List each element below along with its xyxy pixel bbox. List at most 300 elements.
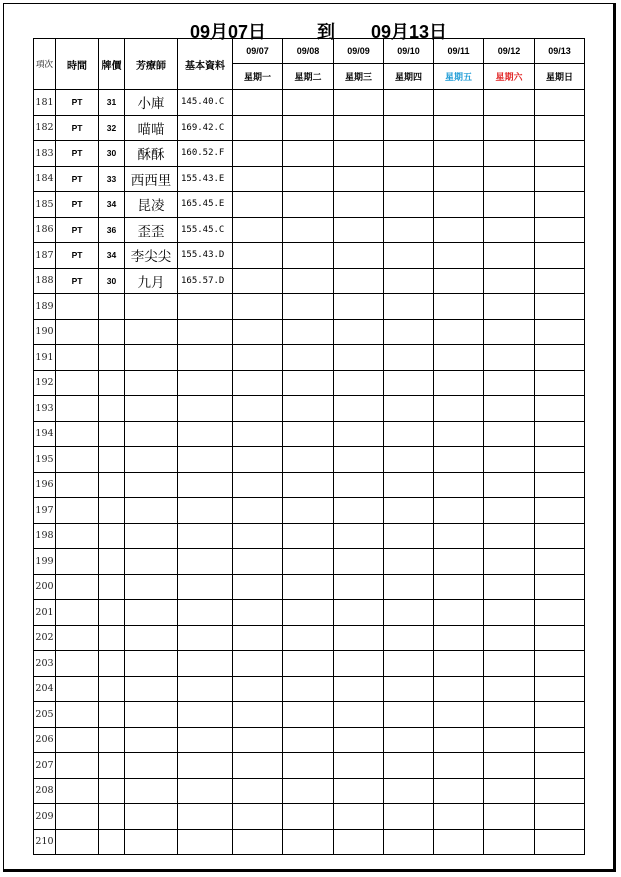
weekday-7: 星期日 [535,64,585,90]
schedule-slot[interactable] [484,753,535,779]
schedule-slot[interactable] [384,192,434,218]
schedule-slot[interactable] [484,574,535,600]
schedule-slot[interactable] [283,574,334,600]
row-number: 188 [34,268,56,294]
schedule-slot[interactable] [233,804,283,830]
schedule-slot[interactable] [283,753,334,779]
weekday-4: 星期四 [384,64,434,90]
schedule-slot[interactable] [334,523,384,549]
basic-info-cell [178,600,233,626]
schedule-table [33,38,585,855]
therapist-name-cell: 歪歪 [125,217,178,243]
schedule-slot[interactable] [384,727,434,753]
schedule-slot[interactable] [384,294,434,320]
schedule-slot[interactable] [384,396,434,422]
price-cell [99,447,125,473]
schedule-slot[interactable] [384,472,434,498]
schedule-slot[interactable] [535,651,585,677]
schedule-slot[interactable] [434,804,484,830]
schedule-slot[interactable] [283,294,334,320]
schedule-slot[interactable] [334,319,384,345]
schedule-slot[interactable] [434,447,484,473]
price-cell [99,651,125,677]
schedule-slot[interactable] [434,523,484,549]
schedule-slot[interactable] [384,676,434,702]
schedule-slot[interactable] [484,192,535,218]
schedule-slot[interactable] [484,600,535,626]
schedule-slot[interactable] [434,192,484,218]
price-cell [99,345,125,371]
price-cell [99,421,125,447]
schedule-slot[interactable] [484,829,535,855]
table-row [34,625,585,651]
schedule-slot[interactable] [233,141,283,167]
table-row [34,243,585,269]
schedule-slot[interactable] [384,523,434,549]
row-number: 207 [34,753,56,779]
row-number: 186 [34,217,56,243]
schedule-slot[interactable] [334,141,384,167]
basic-info-cell [178,651,233,677]
schedule-slot[interactable] [434,345,484,371]
schedule-slot[interactable] [434,727,484,753]
schedule-slot[interactable] [283,141,334,167]
schedule-slot[interactable] [384,753,434,779]
schedule-slot[interactable] [283,370,334,396]
schedule-slot[interactable] [535,447,585,473]
schedule-slot[interactable] [535,549,585,575]
schedule-slot[interactable] [434,217,484,243]
schedule-slot[interactable] [535,396,585,422]
schedule-slot[interactable] [283,115,334,141]
schedule-slot[interactable] [535,804,585,830]
schedule-slot[interactable] [384,166,434,192]
schedule-slot[interactable] [384,829,434,855]
schedule-slot[interactable] [283,676,334,702]
schedule-slot[interactable] [484,702,535,728]
schedule-slot[interactable] [334,447,384,473]
schedule-slot[interactable] [535,753,585,779]
therapist-name-cell [125,294,178,320]
price-cell: 32 [99,115,125,141]
schedule-slot[interactable] [434,753,484,779]
row-number: 204 [34,676,56,702]
start-date: 09月07日 [190,22,267,42]
schedule-slot[interactable] [384,625,434,651]
schedule-slot[interactable] [434,702,484,728]
schedule-slot[interactable] [535,243,585,269]
table-row [34,447,585,473]
schedule-slot[interactable] [434,115,484,141]
schedule-slot[interactable] [334,90,384,116]
schedule-slot[interactable] [384,243,434,269]
time-cell [56,370,99,396]
schedule-slot[interactable] [384,345,434,371]
schedule-slot[interactable] [484,625,535,651]
schedule-slot[interactable] [233,472,283,498]
schedule-slot[interactable] [233,294,283,320]
schedule-slot[interactable] [334,804,384,830]
price-cell [99,625,125,651]
table-row [34,421,585,447]
schedule-slot[interactable] [535,472,585,498]
table-row [34,192,585,218]
therapist-name-cell [125,549,178,575]
schedule-slot[interactable] [484,370,535,396]
schedule-slot[interactable] [233,268,283,294]
day-date-4: 09/10 [384,39,434,64]
schedule-slot[interactable] [484,727,535,753]
schedule-slot[interactable] [384,778,434,804]
schedule-slot[interactable] [384,447,434,473]
schedule-slot[interactable] [484,294,535,320]
schedule-slot[interactable] [434,421,484,447]
price-cell: 34 [99,243,125,269]
schedule-slot[interactable] [334,472,384,498]
schedule-slot[interactable] [233,115,283,141]
schedule-slot[interactable] [484,778,535,804]
schedule-slot[interactable] [233,319,283,345]
end-date: 09月13日 [371,22,448,42]
schedule-slot[interactable] [434,294,484,320]
schedule-body [34,90,585,855]
schedule-slot[interactable] [434,141,484,167]
price-cell: 30 [99,268,125,294]
schedule-slot[interactable] [384,115,434,141]
schedule-slot[interactable] [535,829,585,855]
schedule-slot[interactable] [384,600,434,626]
schedule-slot[interactable] [334,370,384,396]
schedule-slot[interactable] [535,498,585,524]
time-cell: PT [56,90,99,116]
row-number: 205 [34,702,56,728]
schedule-slot[interactable] [535,166,585,192]
schedule-slot[interactable] [233,600,283,626]
schedule-slot[interactable] [535,523,585,549]
schedule-slot[interactable] [334,625,384,651]
row-number: 194 [34,421,56,447]
basic-info-cell [178,829,233,855]
table-row [34,778,585,804]
schedule-slot[interactable] [233,447,283,473]
schedule-slot[interactable] [233,192,283,218]
schedule-slot[interactable] [334,676,384,702]
price-cell: 34 [99,192,125,218]
therapist-name-cell [125,702,178,728]
schedule-slot[interactable] [484,319,535,345]
schedule-slot[interactable] [233,574,283,600]
basic-info-cell [178,345,233,371]
schedule-slot[interactable] [233,421,283,447]
time-cell: PT [56,217,99,243]
row-number: 197 [34,498,56,524]
schedule-slot[interactable] [334,396,384,422]
schedule-slot[interactable] [484,115,535,141]
schedule-slot[interactable] [484,676,535,702]
schedule-slot[interactable] [334,345,384,371]
schedule-slot[interactable] [283,166,334,192]
schedule-slot[interactable] [535,702,585,728]
schedule-slot[interactable] [434,268,484,294]
schedule-slot[interactable] [434,396,484,422]
schedule-slot[interactable] [283,651,334,677]
schedule-slot[interactable] [384,90,434,116]
schedule-slot[interactable] [535,370,585,396]
schedule-slot[interactable] [283,549,334,575]
time-cell [56,676,99,702]
schedule-slot[interactable] [484,268,535,294]
schedule-slot[interactable] [535,268,585,294]
schedule-slot[interactable] [434,829,484,855]
schedule-slot[interactable] [334,651,384,677]
schedule-slot[interactable] [334,217,384,243]
schedule-slot[interactable] [233,498,283,524]
row-number: 192 [34,370,56,396]
price-cell [99,549,125,575]
schedule-slot[interactable] [484,447,535,473]
time-cell [56,600,99,626]
schedule-slot[interactable] [535,115,585,141]
schedule-slot[interactable] [434,370,484,396]
schedule-slot[interactable] [434,498,484,524]
schedule-slot[interactable] [283,727,334,753]
schedule-slot[interactable] [233,370,283,396]
schedule-slot[interactable] [283,702,334,728]
therapist-name-cell: 小庫 [125,90,178,116]
basic-info-cell [178,778,233,804]
schedule-slot[interactable] [283,319,334,345]
table-row [34,115,585,141]
schedule-slot[interactable] [535,319,585,345]
schedule-slot[interactable] [283,523,334,549]
schedule-slot[interactable] [535,192,585,218]
price-cell [99,396,125,422]
price-cell [99,319,125,345]
schedule-slot[interactable] [233,778,283,804]
schedule-slot[interactable] [484,523,535,549]
time-cell [56,498,99,524]
schedule-slot[interactable] [233,549,283,575]
price-cell [99,523,125,549]
schedule-slot[interactable] [283,192,334,218]
schedule-slot[interactable] [384,319,434,345]
schedule-slot[interactable] [434,90,484,116]
schedule-slot[interactable] [434,574,484,600]
schedule-slot[interactable] [384,549,434,575]
schedule-slot[interactable] [334,498,384,524]
table-row [34,702,585,728]
row-number: 190 [34,319,56,345]
schedule-slot[interactable] [233,727,283,753]
therapist-name-cell [125,574,178,600]
schedule-slot[interactable] [334,166,384,192]
schedule-slot[interactable] [283,804,334,830]
schedule-slot[interactable] [334,702,384,728]
schedule-slot[interactable] [233,243,283,269]
schedule-slot[interactable] [334,778,384,804]
row-number: 195 [34,447,56,473]
to-label: 到 [317,22,335,42]
schedule-slot[interactable] [283,90,334,116]
table-row [34,727,585,753]
price-cell: 30 [99,141,125,167]
schedule-slot[interactable] [384,651,434,677]
schedule-slot[interactable] [484,498,535,524]
schedule-slot[interactable] [334,243,384,269]
schedule-slot[interactable] [535,676,585,702]
schedule-slot[interactable] [535,217,585,243]
schedule-slot[interactable] [233,651,283,677]
basic-info-cell [178,370,233,396]
schedule-slot[interactable] [334,829,384,855]
schedule-slot[interactable] [434,243,484,269]
row-number: 201 [34,600,56,626]
schedule-slot[interactable] [484,243,535,269]
schedule-slot[interactable] [334,600,384,626]
schedule-slot[interactable] [283,217,334,243]
schedule-slot[interactable] [434,625,484,651]
schedule-slot[interactable] [434,651,484,677]
schedule-slot[interactable] [233,829,283,855]
schedule-slot[interactable] [334,574,384,600]
schedule-slot[interactable] [233,523,283,549]
row-number: 202 [34,625,56,651]
schedule-slot[interactable] [233,396,283,422]
basic-info-cell: 160.52.F [178,141,233,167]
table-row [34,319,585,345]
schedule-slot[interactable] [283,498,334,524]
basic-info-cell [178,727,233,753]
time-cell [56,472,99,498]
day-date-5: 09/11 [434,39,484,64]
table-row [34,753,585,779]
schedule-slot[interactable] [334,115,384,141]
schedule-slot[interactable] [283,345,334,371]
schedule-slot[interactable] [535,90,585,116]
row-number: 200 [34,574,56,600]
schedule-slot[interactable] [384,702,434,728]
basic-info-cell [178,676,233,702]
row-number: 193 [34,396,56,422]
schedule-slot[interactable] [233,166,283,192]
schedule-slot[interactable] [283,243,334,269]
therapist-name-cell [125,370,178,396]
schedule-slot[interactable] [233,345,283,371]
schedule-slot[interactable] [283,829,334,855]
time-cell: PT [56,268,99,294]
schedule-slot[interactable] [484,804,535,830]
schedule-slot[interactable] [233,217,283,243]
schedule-slot[interactable] [334,268,384,294]
schedule-slot[interactable] [484,549,535,575]
schedule-slot[interactable] [535,421,585,447]
therapist-name-cell [125,447,178,473]
schedule-slot[interactable] [283,421,334,447]
time-cell [56,753,99,779]
schedule-slot[interactable] [484,141,535,167]
schedule-slot[interactable] [384,370,434,396]
row-number: 203 [34,651,56,677]
schedule-slot[interactable] [434,319,484,345]
schedule-slot[interactable] [233,90,283,116]
time-cell [56,651,99,677]
schedule-slot[interactable] [283,778,334,804]
schedule-slot[interactable] [384,141,434,167]
schedule-slot[interactable] [484,421,535,447]
schedule-slot[interactable] [233,676,283,702]
basic-info-cell [178,574,233,600]
schedule-slot[interactable] [434,472,484,498]
table-row [34,268,585,294]
schedule-slot[interactable] [434,600,484,626]
basic-info-cell [178,396,233,422]
schedule-slot[interactable] [334,727,384,753]
schedule-slot[interactable] [535,778,585,804]
row-number: 191 [34,345,56,371]
schedule-slot[interactable] [334,421,384,447]
schedule-slot[interactable] [334,192,384,218]
schedule-slot[interactable] [384,574,434,600]
schedule-slot[interactable] [484,217,535,243]
schedule-slot[interactable] [233,753,283,779]
schedule-slot[interactable] [384,268,434,294]
table-row [34,651,585,677]
schedule-slot[interactable] [384,498,434,524]
schedule-slot[interactable] [535,727,585,753]
schedule-slot[interactable] [535,600,585,626]
schedule-slot[interactable] [233,625,283,651]
schedule-slot[interactable] [283,472,334,498]
schedule-slot[interactable] [535,625,585,651]
schedule-slot[interactable] [535,141,585,167]
basic-info-cell [178,753,233,779]
schedule-slot[interactable] [434,166,484,192]
schedule-slot[interactable] [283,625,334,651]
schedule-slot[interactable] [535,574,585,600]
schedule-slot[interactable] [283,396,334,422]
basic-info-cell: 155.43.E [178,166,233,192]
table-row [34,600,585,626]
basic-info-cell: 165.57.D [178,268,233,294]
schedule-slot[interactable] [434,676,484,702]
schedule-slot[interactable] [535,345,585,371]
schedule-slot[interactable] [484,651,535,677]
schedule-slot[interactable] [484,166,535,192]
schedule-slot[interactable] [283,447,334,473]
schedule-slot[interactable] [334,294,384,320]
schedule-slot[interactable] [384,217,434,243]
schedule-slot[interactable] [334,549,384,575]
time-cell [56,727,99,753]
schedule-slot[interactable] [334,753,384,779]
schedule-slot[interactable] [484,345,535,371]
therapist-name-cell [125,523,178,549]
schedule-slot[interactable] [484,396,535,422]
schedule-slot[interactable] [283,268,334,294]
schedule-slot[interactable] [434,549,484,575]
schedule-slot[interactable] [283,600,334,626]
schedule-slot[interactable] [233,702,283,728]
table-row [34,294,585,320]
schedule-slot[interactable] [384,804,434,830]
time-cell [56,702,99,728]
schedule-slot[interactable] [484,90,535,116]
schedule-slot[interactable] [484,472,535,498]
schedule-slot[interactable] [535,294,585,320]
schedule-slot[interactable] [434,778,484,804]
table-row [34,166,585,192]
schedule-slot[interactable] [384,421,434,447]
